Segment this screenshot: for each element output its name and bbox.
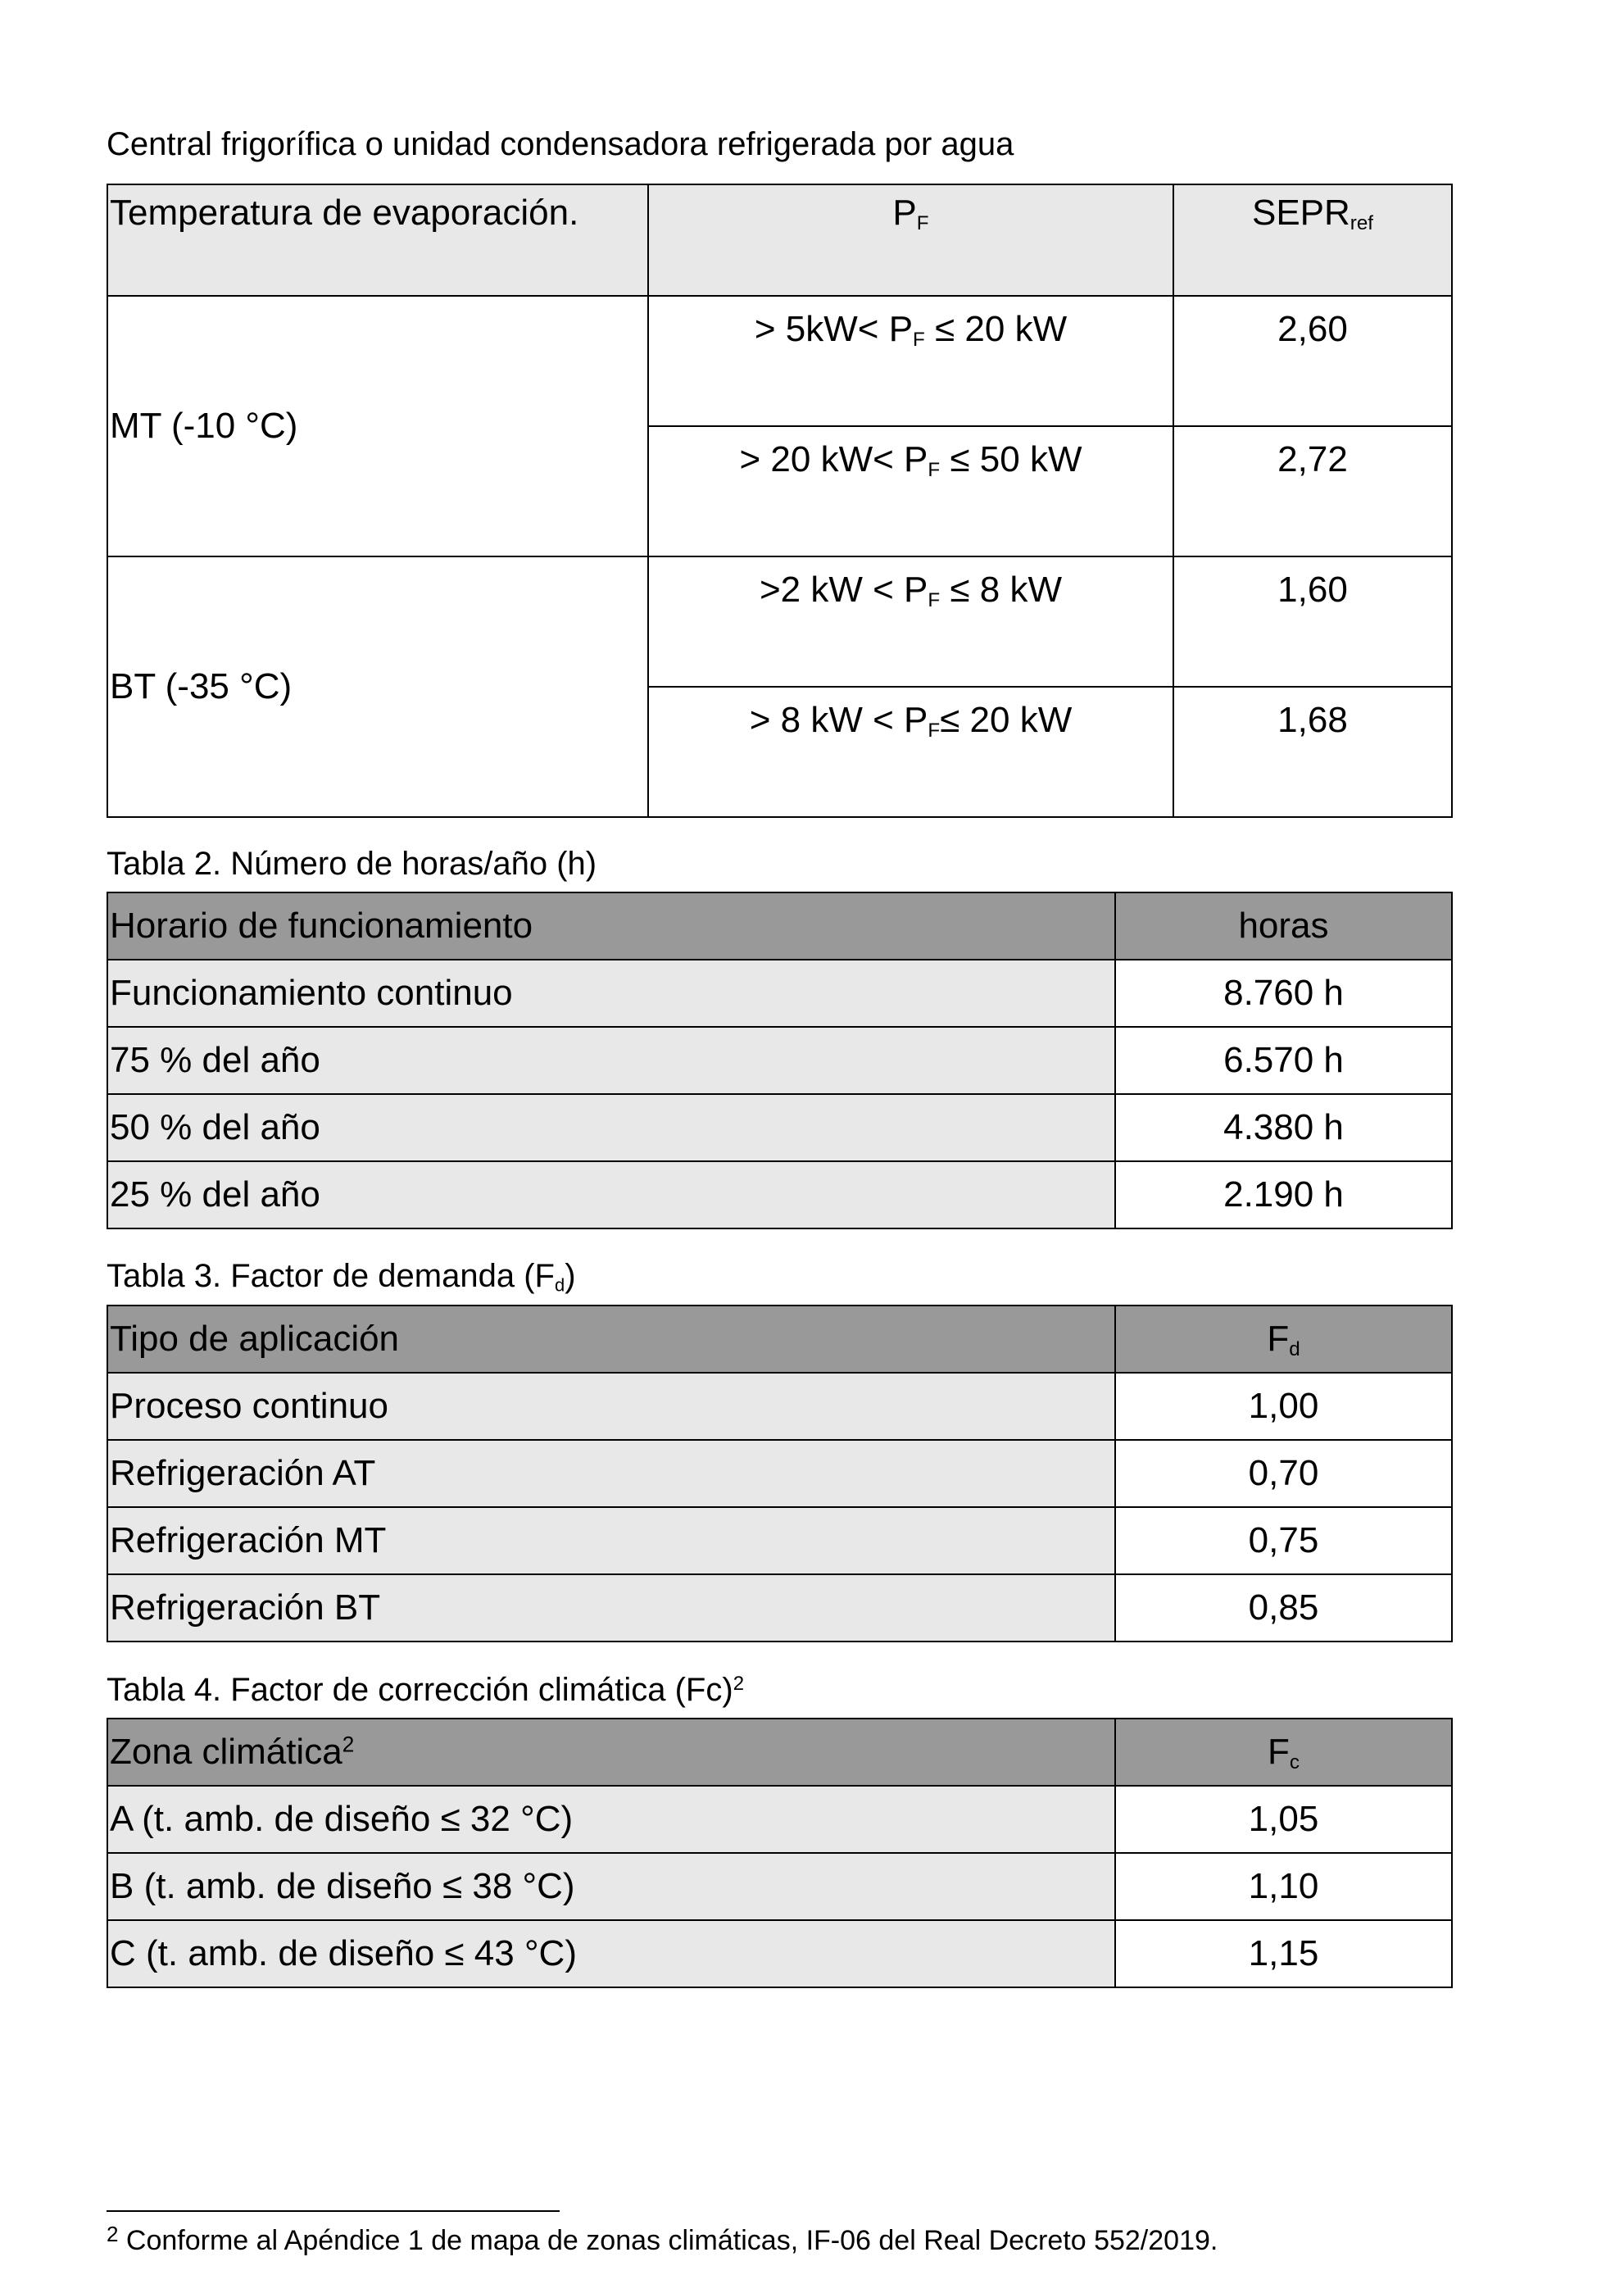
table-row — [107, 1027, 1452, 1094]
table-header-row — [107, 184, 1452, 296]
row-value: 0,85 — [1115, 1574, 1452, 1642]
sepr-value: 1,68 — [1173, 687, 1452, 817]
row-label: A (t. amb. de diseño ≤ 32 °C) — [107, 1786, 1115, 1853]
row-value: 1,10 — [1115, 1853, 1452, 1920]
hours-table — [107, 892, 1453, 1229]
header-pf: $P_F$ — [648, 184, 1173, 296]
row-value: 6.570 h — [1115, 1027, 1452, 1094]
header-zone: Zona climática$^2$ — [107, 1719, 1115, 1786]
sepr-value: 2,60 — [1173, 296, 1452, 426]
power-range: > 20 $kW< P_F \le 50$ kW — [648, 426, 1173, 556]
header-hours: horas — [1115, 892, 1452, 960]
header-fd: $F_d$ — [1115, 1306, 1452, 1373]
header-sepr: $SEPR_{ref}$ — [1173, 184, 1452, 296]
footnote — [107, 2224, 1218, 2257]
table-row — [107, 1574, 1452, 1642]
power-range: > $5kW< P_F \le 20$ kW — [648, 296, 1173, 426]
table-row — [107, 1094, 1452, 1161]
sepr-value: 1,60 — [1173, 556, 1452, 687]
row-value: 0,70 — [1115, 1440, 1452, 1507]
row-label: 25 % del año — [107, 1161, 1115, 1228]
row-label: B (t. amb. de diseño ≤ 38 °C) — [107, 1853, 1115, 1920]
row-value: 0,75 — [1115, 1507, 1452, 1574]
table-row — [107, 556, 1452, 687]
header-application: Tipo de aplicación — [107, 1306, 1115, 1373]
footnote-marker: 2 — [107, 2222, 119, 2246]
table-header-row — [107, 1719, 1452, 1786]
table-row — [107, 1161, 1452, 1228]
table-row — [107, 1920, 1452, 1987]
table-row — [107, 1373, 1452, 1440]
table-row — [107, 960, 1452, 1027]
header-temperature: Temperatura de evaporación. — [107, 184, 648, 296]
table-row — [107, 1507, 1452, 1574]
table-row — [107, 1786, 1452, 1853]
row-label: Proceso continuo — [107, 1373, 1115, 1440]
row-label: 75 % del año — [107, 1027, 1115, 1094]
row-label: 50 % del año — [107, 1094, 1115, 1161]
footnote-rule — [107, 2210, 560, 2212]
climate-factor-table — [107, 1718, 1453, 1988]
row-value: 1,00 — [1115, 1373, 1452, 1440]
sepr-table — [107, 184, 1453, 818]
row-label: Funcionamiento continuo — [107, 960, 1115, 1027]
row-value: 4.380 h — [1115, 1094, 1452, 1161]
table4-caption: Tabla 4. Factor de corrección climática $(Fc)^2$ — [107, 1672, 745, 1708]
category-mt: MT (-10 °C) — [107, 296, 648, 556]
row-value: 1,15 — [1115, 1920, 1452, 1987]
table-header-row — [107, 892, 1452, 960]
category-bt: BT (-35 °C) — [107, 556, 648, 817]
row-value: 2.190 h — [1115, 1161, 1452, 1228]
demand-factor-table — [107, 1305, 1453, 1642]
header-schedule: Horario de funcionamiento — [107, 892, 1115, 960]
power-range: >2 kW < $P_F \le 8$ kW — [648, 556, 1173, 687]
row-label: Refrigeración MT — [107, 1507, 1115, 1574]
row-label: Refrigeración AT — [107, 1440, 1115, 1507]
header-fc: $F_c$ — [1115, 1719, 1452, 1786]
table-row — [107, 1440, 1452, 1507]
power-range: > 8 kW < $P_F\le 20$ kW — [648, 687, 1173, 817]
row-label: C (t. amb. de diseño ≤ 43 °C) — [107, 1920, 1115, 1987]
row-value: 1,05 — [1115, 1786, 1452, 1853]
footnote-text: Conforme al Apéndice 1 de mapa de zonas climáticas, IF-06 del Real Decreto 552/2019. — [118, 2225, 1218, 2256]
sepr-value: 2,72 — [1173, 426, 1452, 556]
table-row — [107, 296, 1452, 426]
table2-caption: Tabla 2. Número de horas/año (h) — [107, 846, 597, 882]
intro-caption: Central frigorífica o unidad condensadora refrigerada por agua — [107, 126, 1014, 162]
table3-caption: Tabla 3. Factor de demanda $(F_d)$ — [107, 1258, 576, 1296]
row-value: 8.760 h — [1115, 960, 1452, 1027]
table-header-row — [107, 1306, 1452, 1373]
row-label: Refrigeración BT — [107, 1574, 1115, 1642]
table-row — [107, 1853, 1452, 1920]
